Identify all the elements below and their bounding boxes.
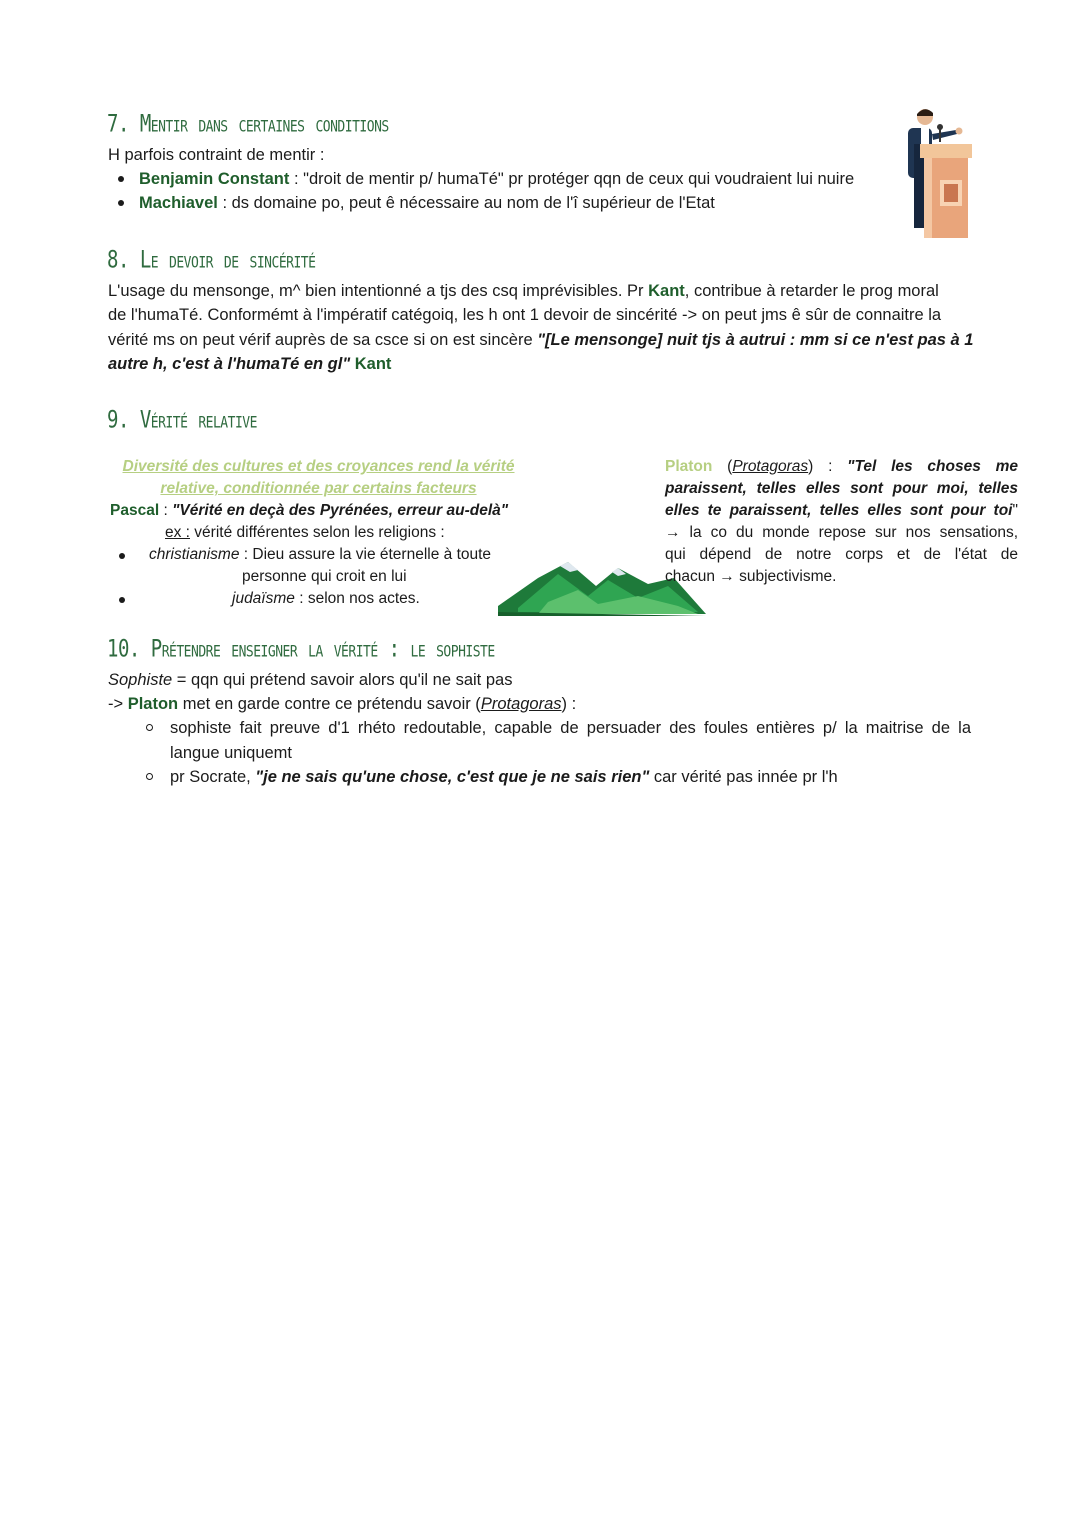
platon-warning: -> Platon met en garde contre ce prétendu savoir (Protagoras) : bbox=[108, 695, 577, 713]
platon-line-2: paraissent, telles elles sont pour moi, telles bbox=[665, 480, 1018, 497]
section-8-line-4: autre h, c'est à l'humaTé en gl" Kant bbox=[108, 355, 392, 373]
relativity-lead-1: Diversité des cultures et des croyances rend la vérité bbox=[122, 458, 515, 475]
bullet-icon bbox=[118, 176, 124, 182]
example-line: ex : vérité différentes selon les religions : bbox=[165, 524, 445, 541]
platon-line-4: → la co du monde repose sur nos sensations, bbox=[665, 524, 1018, 541]
constant-item: Benjamin Constant : "droit de mentir p/ humaTé" pr protéger qqn de ceux qui voudraient lui nuire bbox=[139, 170, 855, 188]
christianisme-item: christianisme : Dieu assure la vie éternelle à toute bbox=[149, 546, 492, 563]
sophiste-item-1: sophiste fait preuve d'1 rhéto redoutable, capable de persuader des foules entières p/ la maitrise de la bbox=[170, 719, 971, 737]
platon-line-6: chacun → subjectivisme. bbox=[665, 568, 837, 585]
circle-bullet-icon bbox=[146, 773, 153, 780]
christianisme-item-cont: personne qui croit en lui bbox=[242, 568, 407, 585]
section-9-heading: 9. Vérité relative bbox=[107, 406, 257, 434]
speaker-podium-illustration bbox=[900, 104, 978, 240]
sophiste-definition: Sophiste = qqn qui prétend savoir alors qu'il ne sait pas bbox=[108, 671, 513, 689]
section-8-line-2: de l'humaTé. Conformémt à l'impératif catégoiq, les h ont 1 devoir de sincérité -> on peut jms ê sûr de connaitre la bbox=[108, 306, 942, 324]
section-8-heading: 8. Le devoir de sincérité bbox=[107, 246, 316, 274]
judaisme-item: judaïsme : selon nos actes. bbox=[232, 590, 420, 607]
bullet-icon bbox=[119, 597, 125, 603]
bullet-icon bbox=[118, 200, 124, 206]
section-7-heading: 7. Mentir dans certaines conditions bbox=[107, 110, 389, 138]
machiavel-item: Machiavel : ds domaine po, peut ê nécessaire au nom de l'î supérieur de l'Etat bbox=[139, 194, 715, 212]
sophiste-item-1-cont: langue uniquemt bbox=[170, 744, 293, 762]
section-7-intro: H parfois contraint de mentir : bbox=[108, 146, 325, 164]
platon-line-5: qui dépend de notre corps et de l'état de bbox=[665, 546, 1018, 563]
section-8-line-1: L'usage du mensonge, m^ bien intentionné a tjs des csq imprévisibles. Pr Kant, contribue à retarder le prog moral bbox=[108, 282, 939, 300]
circle-bullet-icon bbox=[146, 724, 153, 731]
platon-line-3: elles te paraissent, telles elles sont pour toi" bbox=[665, 502, 1018, 519]
section-10-heading: 10. Prétendre enseigner la vérité : le sophiste bbox=[107, 635, 495, 663]
bullet-icon bbox=[119, 553, 125, 559]
socrate-item: pr Socrate, "je ne sais qu'une chose, c'est que je ne sais rien" car vérité pas innée pr l'h bbox=[170, 768, 838, 786]
platon-line-1: Platon (Protagoras) : "Tel les choses me bbox=[665, 458, 1018, 475]
relativity-lead-2: relative, conditionnée par certains facteurs bbox=[160, 480, 477, 497]
section-8-line-3: vérité ms on peut vérif auprès de sa csce si on est sincère "[Le mensonge] nuit tjs à autrui : mm si ce n'est pas à 1 bbox=[108, 331, 974, 349]
pascal-quote: Pascal : "Vérité en deçà des Pyrénées, erreur au-delà" bbox=[110, 502, 509, 519]
